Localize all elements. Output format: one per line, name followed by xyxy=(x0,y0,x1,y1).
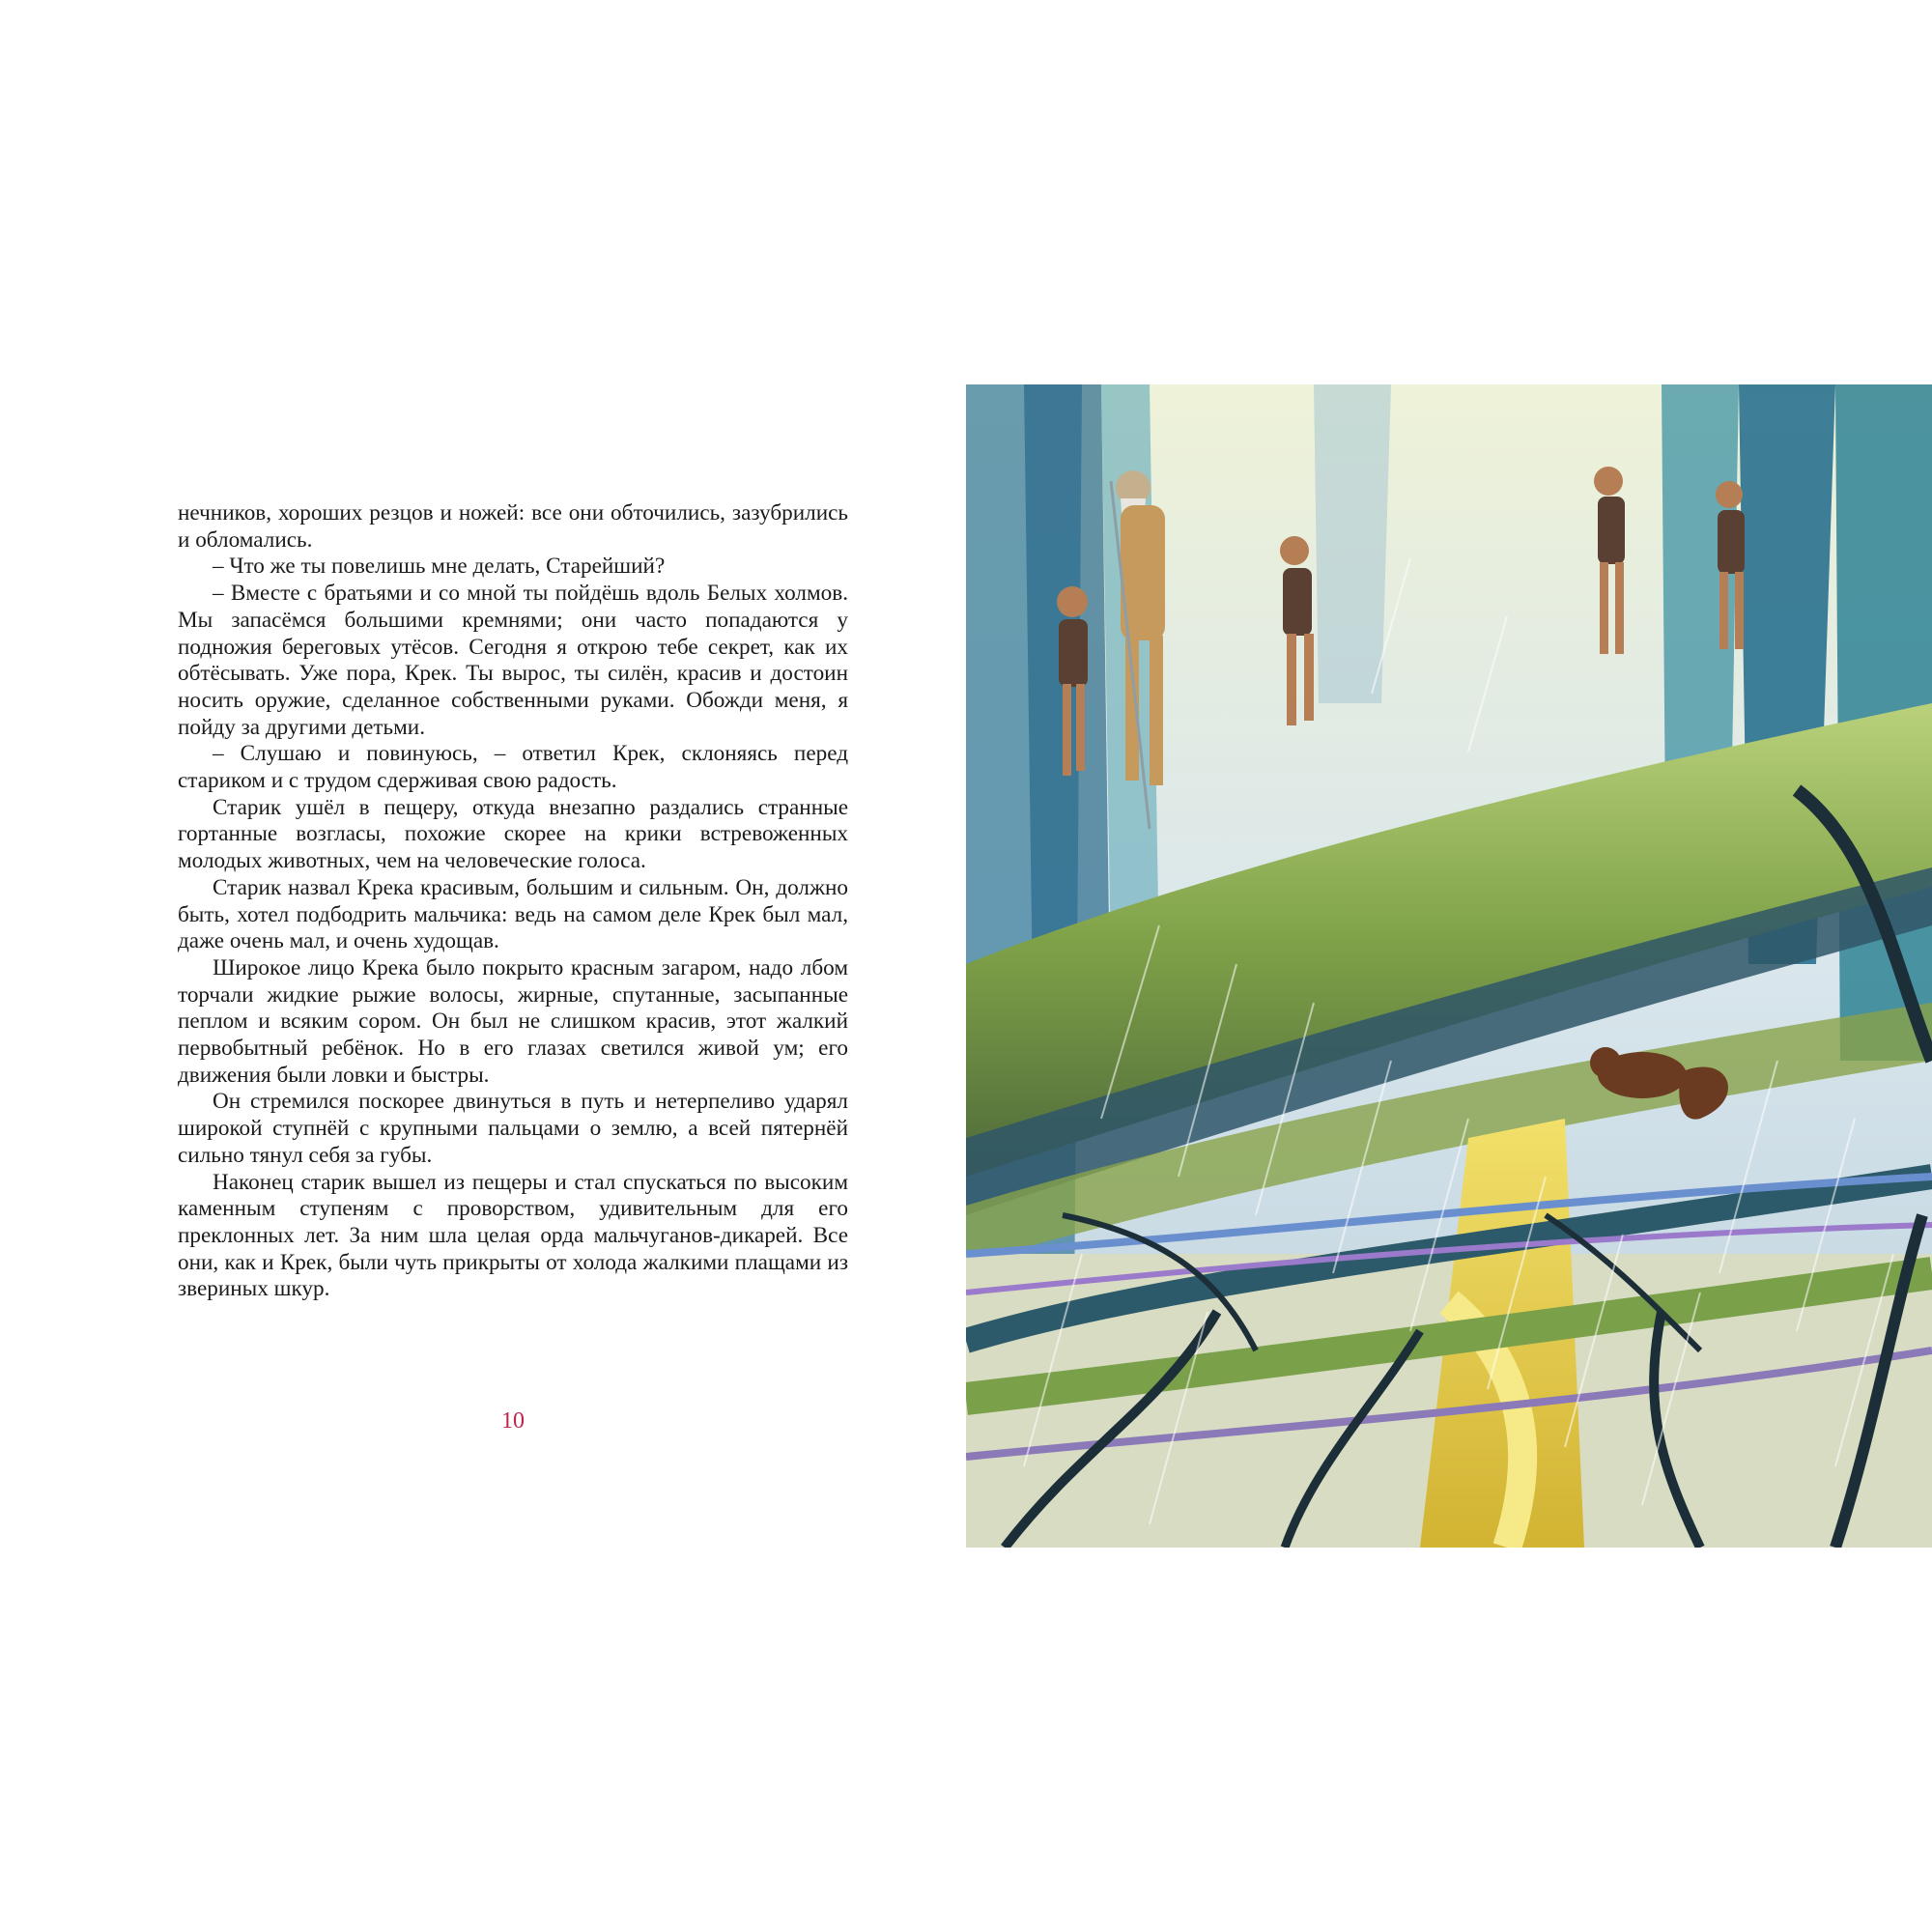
paragraph: Старик ушёл в пещеру, откуда внезапно раздались странные гортанные возгласы, похожие скорее на крики встревоженных молодых животных, чем на человеческие голоса. xyxy=(178,794,848,874)
paragraph: – Вместе с братьями и со мной ты пойдёшь вдоль Белых холмов. Мы запасёмся большими кремнями; они часто попадаются у подножия береговых утёсов. Сегодня я открою тебе секрет, как их обтёсывать. Уже пора, Крек. Ты вырос, ты силён, красив и достоин носить оружие, сделанное собственными руками. Обожди меня, я пойду за другими детьми. xyxy=(178,581,848,740)
paragraph: Наконец старик вышел из пещеры и стал спускаться по высоким каменным ступеням с проворством, удивительным для его преклонных лет. За ним шла целая орда мальчуганов-дикарей. Все они, как и Крек, были чуть прикрыты от холода жалкими плащами из звериных шкур. xyxy=(178,1169,848,1302)
paragraph: – Что же ты повелишь мне делать, Старейший? xyxy=(213,554,666,580)
paragraph: – Слушаю и повинуюсь, – ответил Крек, склоняясь перед стариком и с трудом сдерживая свою радость. xyxy=(178,741,848,794)
illustration xyxy=(966,384,1932,1548)
watercolor-scene xyxy=(966,384,1932,1548)
page-number: 10 xyxy=(501,1408,525,1434)
paragraph: Широкое лицо Крека было покрыто красным загаром, надо лбом торчали жидкие рыжие волосы, жирные, спутанные, засыпанные пеплом и всяким сором. Он был не слишком красив, этот жалкий первобытный ребёнок. Но в его глазах светился живой ум; его движения были ловки и быстры. xyxy=(178,954,848,1088)
body-text xyxy=(178,500,848,1303)
paragraph: Он стремился поскорее двинуться в путь и нетерпеливо ударял широкой ступнёй с крупными пальцами о землю, а всей пятернёй сильно тянул себя за губы. xyxy=(178,1089,848,1168)
paragraph: нечников, хороших резцов и ножей: все они обточились, зазубрились и обломались. xyxy=(178,500,848,553)
paragraph: Старик назвал Крека красивым, большим и сильным. Он, должно быть, хотел подбодрить мальчика: ведь на самом деле Крек был мал, даже очень мал, и очень худощав. xyxy=(178,874,848,954)
